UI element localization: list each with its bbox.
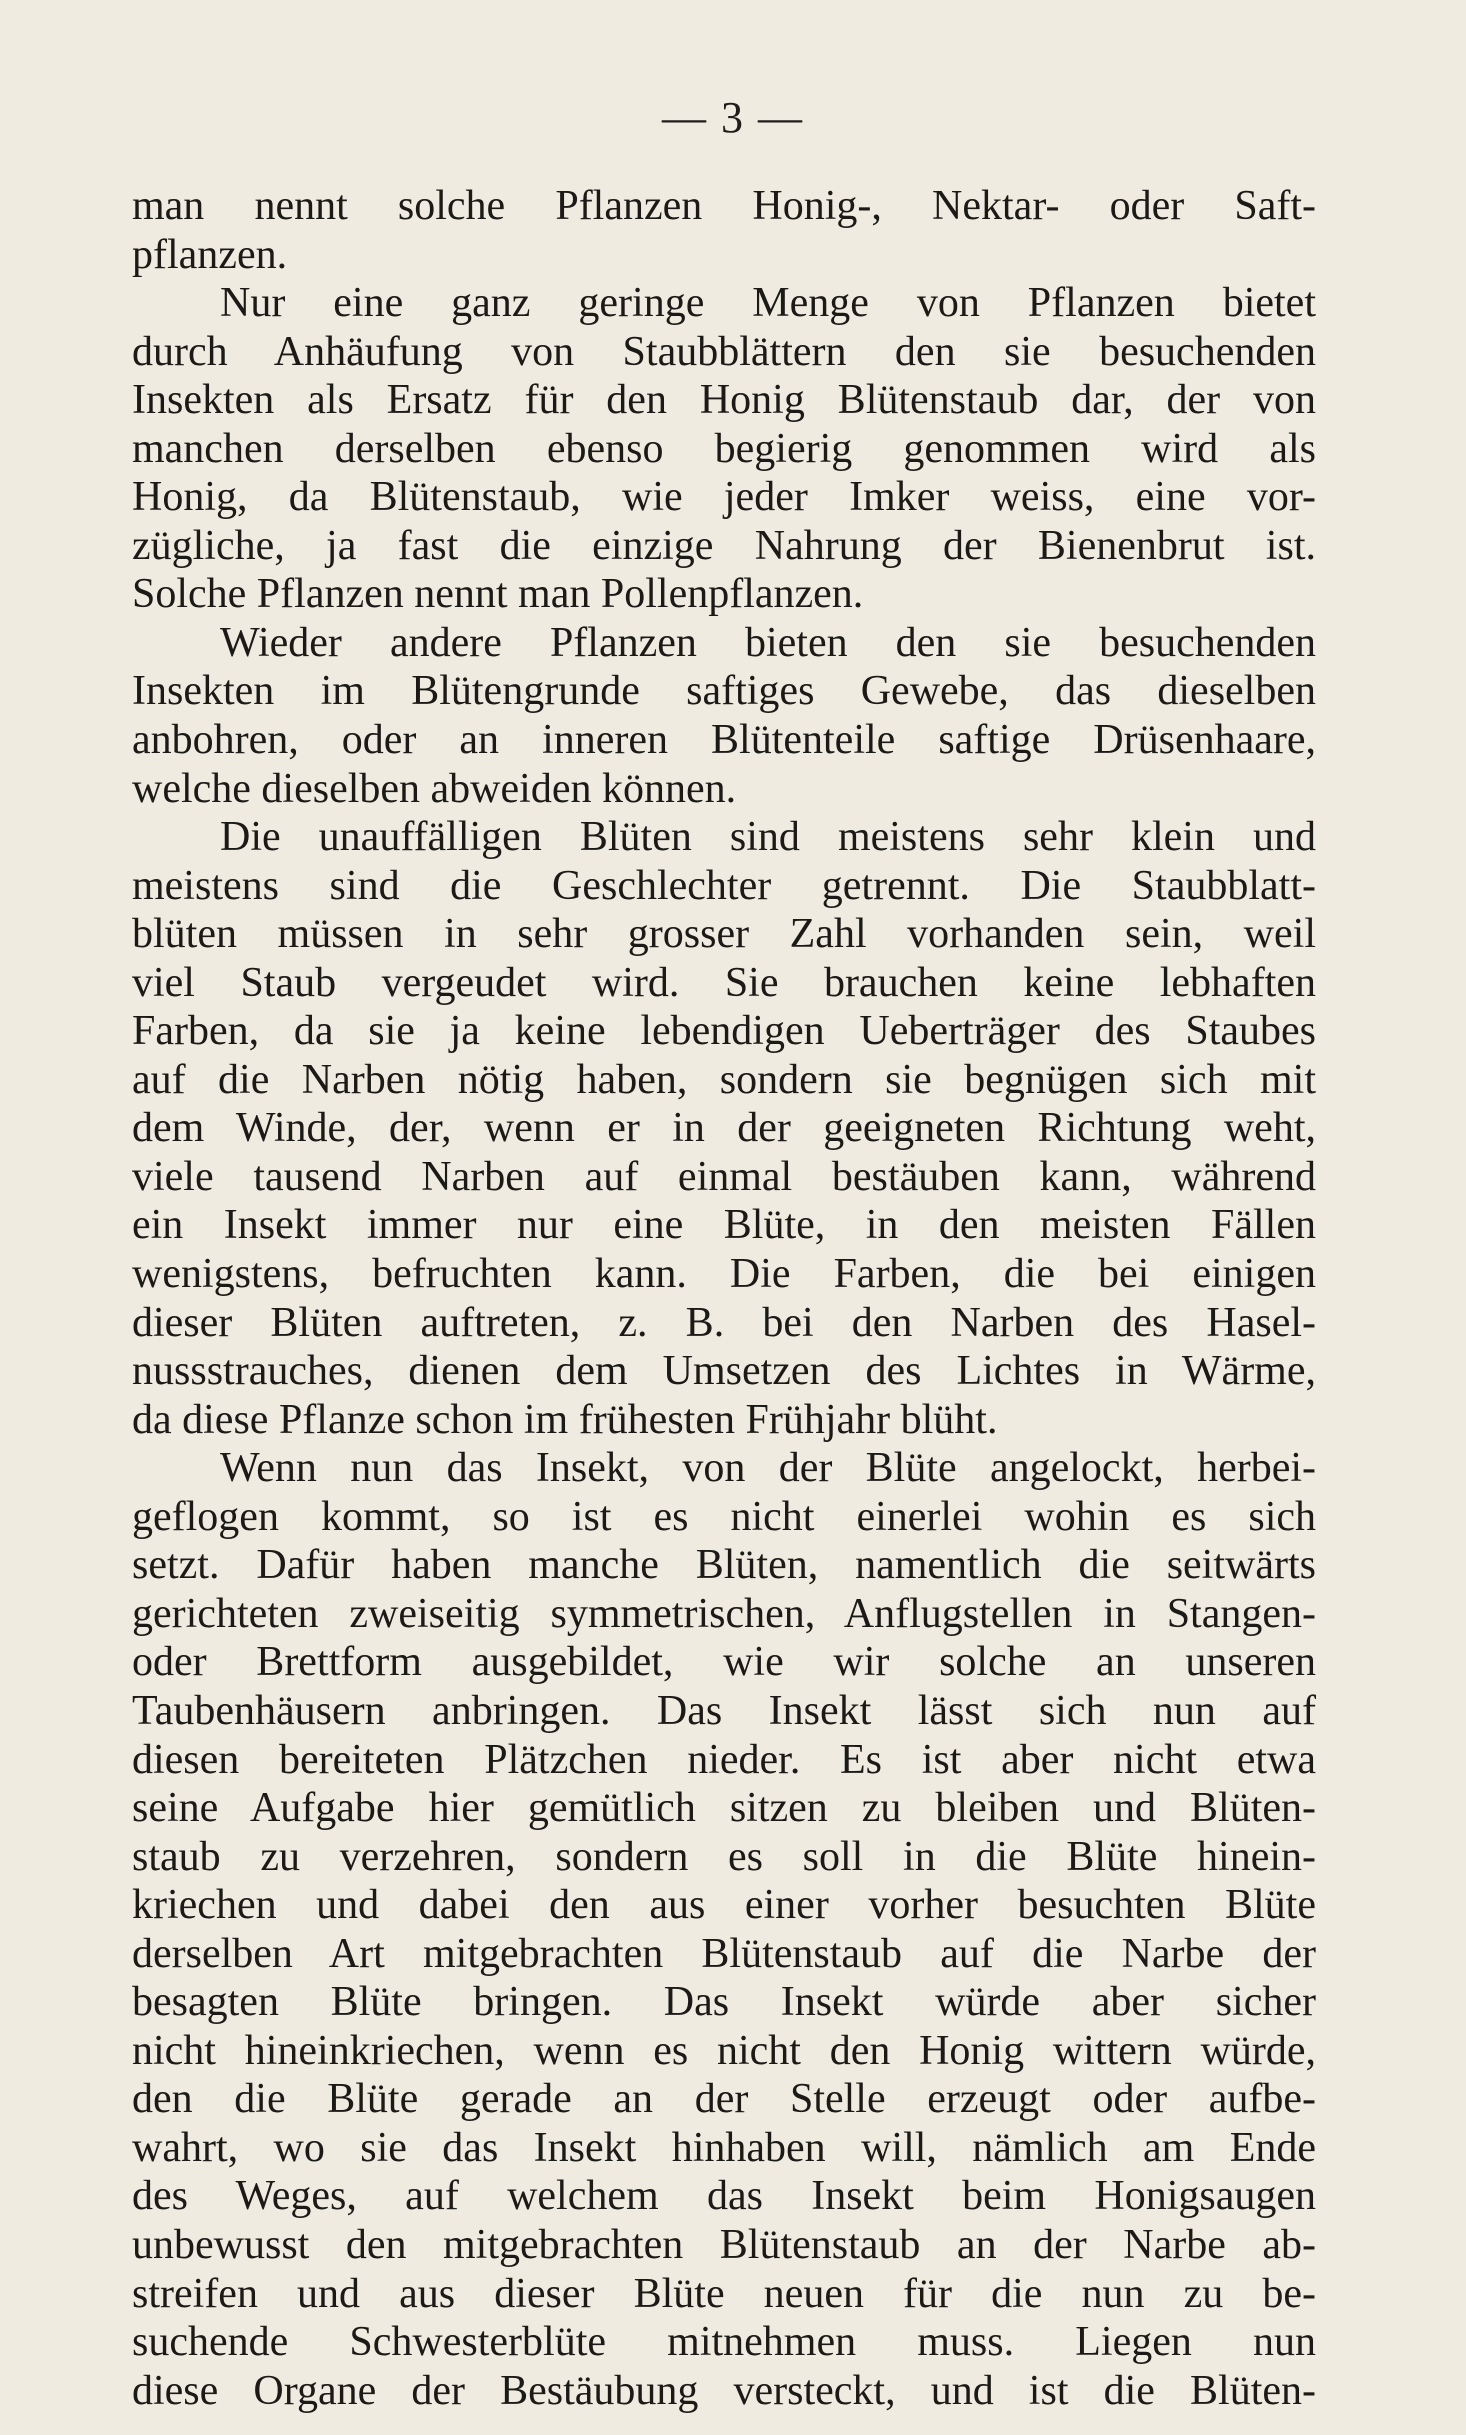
text-line: Insekten als Ersatz für den Honig Blütenstaub dar, der von [132,377,1316,424]
text-line: anbohren, oder an inneren Blütenteile saftige Drüsenhaare, [132,717,1316,764]
text-line: Wieder andere Pflanzen bieten den sie besuchenden [220,619,1316,666]
body-text [132,182,1316,2415]
text-line: ein Insekt immer nur eine Blüte, in den meisten Fällen [132,1202,1316,1249]
text-line: diesen bereiteten Plätzchen nieder. Es ist aber nicht etwa [132,1736,1316,1783]
text-line: nussstrauches, dienen dem Umsetzen des Lichtes in Wärme, [132,1348,1316,1395]
text-line: durch Anhäufung von Staubblättern den sie besuchenden [132,328,1316,375]
text-line: staub zu verzehren, sondern es soll in die Blüte hinein- [132,1833,1316,1880]
text-line: Nur eine ganz geringe Menge von Pflanzen bietet [220,280,1316,327]
text-line: diese Organe der Bestäubung versteckt, und ist die Blüten- [132,2367,1316,2414]
text-line: gerichteten zweiseitig symmetrischen, Anflugstellen in Stangen- [132,1590,1316,1637]
text-line: Wenn nun das Insekt, von der Blüte angelockt, herbei- [220,1445,1316,1492]
text-line: seine Aufgabe hier gemütlich sitzen zu bleiben und Blüten- [132,1785,1316,1832]
text-line: streifen und aus dieser Blüte neuen für die nun zu be- [132,2270,1316,2317]
page-number: — 3 — [662,93,804,142]
text-line: oder Brettform ausgebildet, wie wir solche an unseren [132,1639,1316,1686]
text-line: viele tausend Narben auf einmal bestäuben kann, während [132,1153,1316,1200]
text-line: dieser Blüten auftreten, z. B. bei den Narben des Hasel- [132,1299,1316,1346]
text-line: wenigstens, befruchten kann. Die Farben, die bei einigen [132,1251,1316,1298]
text-line: Solche Pflanzen nennt man Pollenpflanzen. [132,571,864,618]
text-line: setzt. Dafür haben manche Blüten, namentlich die seitwärts [132,1542,1316,1589]
text-line: manchen derselben ebenso begierig genommen wird als [132,425,1316,472]
text-line: Farben, da sie ja keine lebendigen Ueberträger des Staubes [132,1008,1316,1055]
text-line: des Weges, auf welchem das Insekt beim Honigsaugen [132,2173,1316,2220]
text-line: Insekten im Blütengrunde saftiges Gewebe, das dieselben [132,668,1316,715]
text-line: den die Blüte gerade an der Stelle erzeugt oder aufbe- [132,2076,1316,2123]
text-line: da diese Pflanze schon im frühesten Frühjahr blüht. [132,1396,998,1443]
text-line: nicht hineinkriechen, wenn es nicht den Honig wittern würde, [132,2027,1316,2074]
text-line: viel Staub vergeudet wird. Sie brauchen keine lebhaften [132,959,1316,1006]
text-line: Die unauffälligen Blüten sind meistens sehr klein und [220,814,1316,861]
text-line: welche dieselben abweiden können. [132,765,737,812]
text-line: Taubenhäusern anbringen. Das Insekt lässt sich nun auf [132,1687,1316,1734]
text-line: dem Winde, der, wenn er in der geeigneten Richtung weht, [132,1105,1316,1152]
text-line: suchende Schwesterblüte mitnehmen muss. Liegen nun [132,2319,1316,2366]
text-line: unbewusst den mitgebrachten Blütenstaub an der Narbe ab- [132,2221,1316,2268]
text-line: besagten Blüte bringen. Das Insekt würde aber sicher [132,1979,1316,2026]
text-line: auf die Narben nötig haben, sondern sie begnügen sich mit [132,1056,1316,1103]
text-line: Honig, da Blütenstaub, wie jeder Imker weiss, eine vor- [132,474,1316,521]
text-line: zügliche, ja fast die einzige Nahrung der Bienenbrut ist. [132,522,1316,569]
text-line: meistens sind die Geschlechter getrennt. Die Staubblatt- [132,862,1316,909]
text-line: pflanzen. [132,231,288,278]
text-line: derselben Art mitgebrachten Blütenstaub auf die Narbe der [132,1930,1316,1977]
text-line: geflogen kommt, so ist es nicht einerlei wohin es sich [132,1493,1316,1540]
text-line: wahrt, wo sie das Insekt hinhaben will, nämlich am Ende [132,2124,1316,2171]
text-line: blüten müssen in sehr grosser Zahl vorhanden sein, weil [132,911,1316,958]
text-line: kriechen und dabei den aus einer vorher besuchten Blüte [132,1882,1316,1929]
text-line: man nennt solche Pflanzen Honig-, Nektar- oder Saft- [132,183,1316,229]
